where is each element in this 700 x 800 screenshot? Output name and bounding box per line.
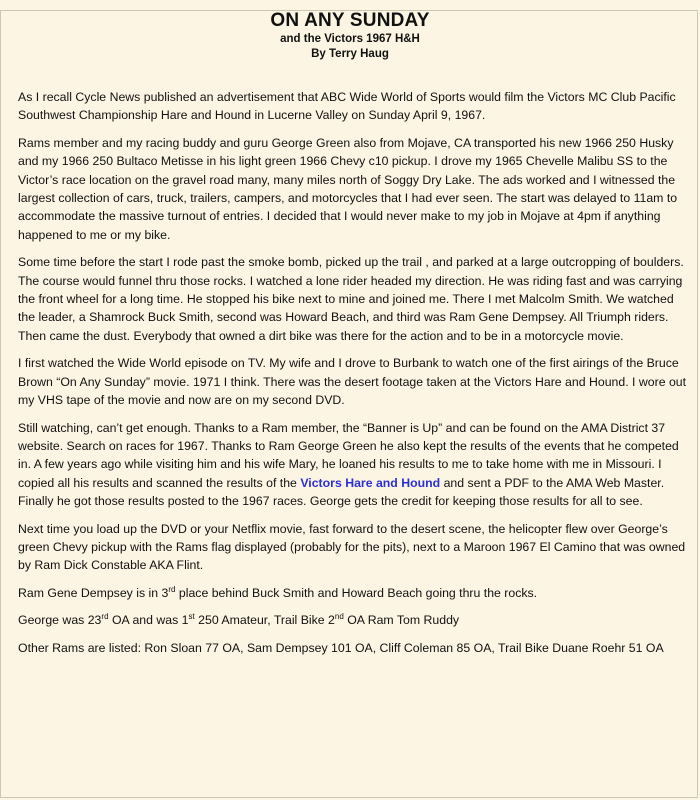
paragraph-7 <box>18 584 688 602</box>
paragraph-2: Rams member and my racing buddy and guru George Green also from Mojave, CA transported his new 1966 250 Husky and my 1966 250 Bultaco Metisse in his light green 1966 Chevy c10 pickup. I drove my 1965 Chevelle Malibu SS to the Victor’s race location on the gravel road many, many miles north of Soggy Dry Lake. The ads worked and I witnessed the largest collection of cars, truck, trailers, campers, and motorcycles that I had ever seen. The start was delayed to 11am to accommodate the massive turnout of entries. I decided that I would never make to my job in Mojave at 4pm if anything happened to me or my bike. <box>18 135 678 242</box>
paragraph-5-text-a: Still watching, can’t get enough. Thanks to a Ram member, the “Banner is Up” and can be found on the AMA District 37 website. Search on races for 1967. Thanks to Ram George Green he also kept the results of the events that he competed in. A few years ago while visiting him and his wife Mary, he loaned his results to me to take home with me in Missouri. I copied all his results and scanned the results of the <box>18 420 679 490</box>
paragraph-5 <box>18 419 688 511</box>
paragraph-1: As I recall Cycle News published an advertisement that ABC Wide World of Sports would film the Victors MC Club Pacific Southwest Championship Hare and Hound in Lucerne Valley on Sunday April 9, 1967. <box>18 90 676 123</box>
paragraph-8-text-c: 250 Amateur, Trail Bike 2 <box>194 613 335 628</box>
ordinal-suffix: rd <box>168 584 176 594</box>
paragraph-4: I first watched the Wide World episode on TV. My wife and I drove to Burbank to watch one of the first airings of the Bruce Brown “On Any Sunday” movie. 1971 I think. There was the desert footage taken at the Victors Hare and Hound. I wore out my VHS tape of the movie and now are on my second DVD. <box>18 356 687 408</box>
article-subtitle: and the Victors 1967 H&H <box>280 33 420 45</box>
paragraph-8-text-d: OA Ram Tom Ruddy <box>343 613 460 628</box>
paragraph-9: Other Rams are listed: Ron Sloan 77 OA, Sam Dempsey 101 OA, Cliff Coleman 85 OA, Trail Bike Duane Roehr 51 OA <box>18 640 664 655</box>
paragraph-7-text-a: Ram Gene Dempsey is in 3 <box>18 585 169 600</box>
paragraph-3: Some time before the start I rode past the smoke bomb, picked up the trail , and parked at a large outcropping of boulders. The course would funnel thru those rocks. I watched a lone rider headed my direction. He was riding fast and was carrying the front wheel for a long time. He stopped his bike next to mine and joined me. There I met Malcolm Smith. We watched the leader, a Shamrock Buck Smith, second was Howard Beach, and third was Ram Gene Dempsey. All Triumph riders. Then came the dust. Everybody that owned a dirt bike was there for the action and to be in a motorcycle movie. <box>18 255 684 343</box>
paragraph-5-text-b: and sent a PDF to the AMA Web Master. Finally he got those results posted to the 1967 races. George gets the credit for keeping those results for all to see. <box>18 475 665 509</box>
article-body <box>18 88 688 666</box>
ordinal-suffix: nd <box>334 612 344 622</box>
paragraph-6: Next time you load up the DVD or your Netflix movie, fast forward to the desert scene, the helicopter flew over George’s green Chevy pickup with the Rams flag displayed (probably for the pits), next to a Maroon 1967 El Camino that was owned by Ram Dick Constable AKA Flint. <box>18 521 686 573</box>
ordinal-suffix: st <box>188 612 195 622</box>
paragraph-8-text-a: George was 23 <box>18 613 102 628</box>
paragraph-8 <box>18 611 688 629</box>
victors-hare-hound-link[interactable]: Victors Hare and Hound <box>300 475 441 490</box>
ordinal-suffix: rd <box>101 612 109 622</box>
paragraph-8-text-b: OA and was 1 <box>108 613 189 628</box>
article-title: ON ANY SUNDAY <box>270 10 430 31</box>
paragraph-7-text-b: place behind Buck Smith and Howard Beach going thru the rocks. <box>175 585 538 600</box>
article-byline: By Terry Haug <box>311 48 389 60</box>
